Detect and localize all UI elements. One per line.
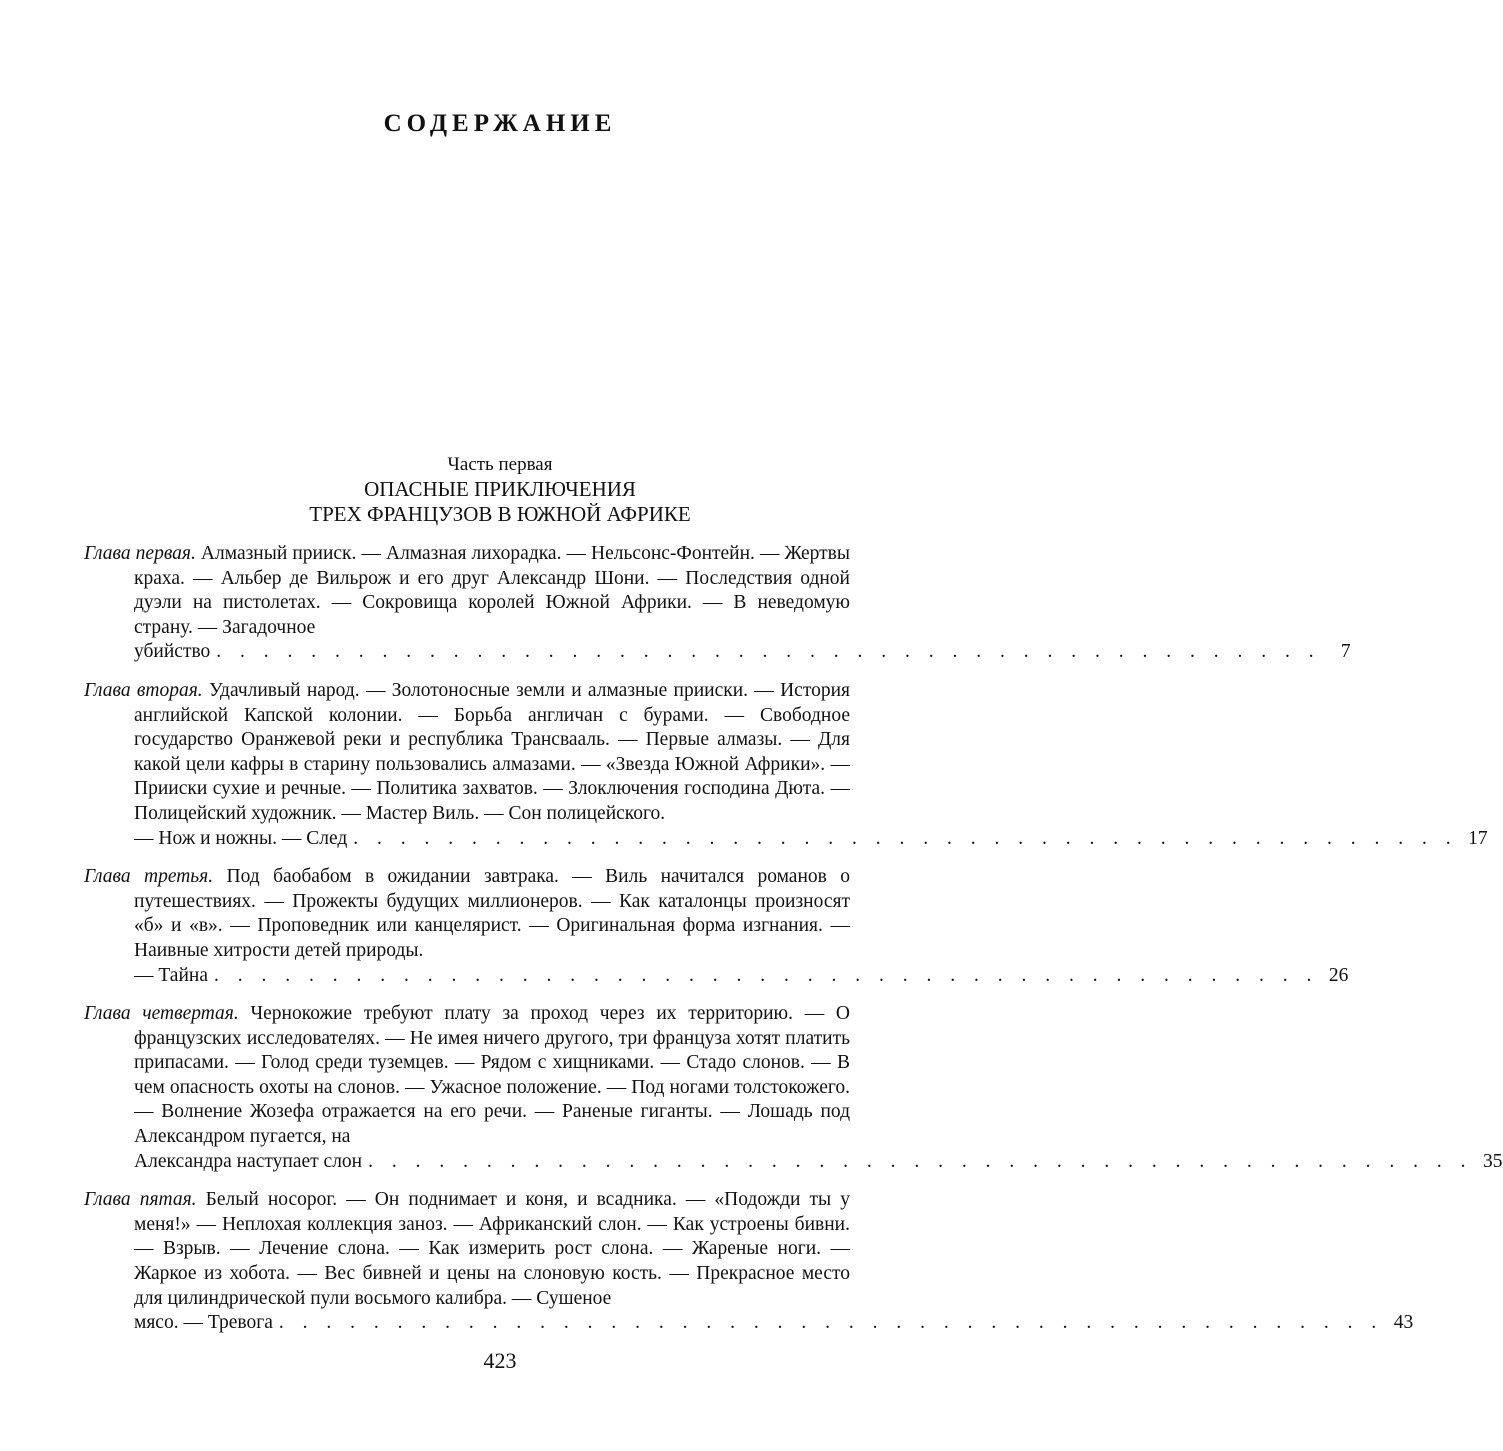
- chapter-last-line: [84, 640, 1351, 665]
- chapter-summary-end: — Нож и ножны. — След: [134, 827, 348, 849]
- table-of-contents: [84, 542, 1503, 1350]
- chapter-text: [84, 542, 880, 640]
- chapter-text: [84, 865, 880, 963]
- chapter-label: Глава первая.: [84, 543, 196, 564]
- chapter-summary: Удачливый народ. — Золотоносные земли и алмазные прииски. — История английской Капской колонии. — Борьба англичан с бурами. — Свободное государство Оранжевой реки и республика Трансвааль. — Первые алмазы. — Для какой цели кафры в старину пользовались алмазами. — «Звезда Южной Африки». — Прииски сухие и речные. — Политика захватов. — Злоключения господина Дюта. — Полицейский художник. — Мастер Виль. — Сон полицейского.: [134, 679, 850, 824]
- chapter-summary-end: убийство: [134, 641, 211, 663]
- dot-leader: . . . . . . . . . . . . . . . . . . . . . . . . . . . . . . . . . . . . . . . . . . . . . . .: [213, 964, 1319, 986]
- chapter-page-number: 26: [1328, 964, 1349, 986]
- chapter-label: Глава четвертая.: [84, 1003, 239, 1025]
- dot-leader: . . . . . . . . . . . . . . . . . . . . . . . . . . . . . . . . . . . . . . . . . . . . . . .: [368, 1150, 1473, 1172]
- part-label: Часть первая: [447, 454, 553, 475]
- dot-leader: . . . . . . . . . . . . . . . . . . . . . . . . . . . . . . . . . . . . . . . . . . . . . . .: [278, 1312, 1384, 1334]
- part-heading-line1: ОПАСНЫЕ ПРИКЛЮЧЕНИЯ: [364, 477, 636, 501]
- dot-leader: . . . . . . . . . . . . . . . . . . . . . . . . . . . . . . . . . . . . . . . . . . . . . . .: [353, 827, 1458, 849]
- toc-entry: [84, 542, 1351, 665]
- chapter-summary: Алмазный прииск. — Алмазная лихорадка. — Нельсонс-Фонтейн. — Жертвы краха. — Альбер де Вильрож и его друг Александр Шони. — Последствия одной дуэли на пистолетах. — Сокровища королей Южной Африки. — В неведомую страну. — Загадочное: [134, 543, 850, 638]
- chapter-page-number: 35: [1483, 1150, 1503, 1172]
- chapter-summary: Под баобабом в ожидании завтрака. — Виль начитался романов о путешествиях. — Прожекты будущих миллионеров. — Как каталонцы произносят «б» и «в». — Проповедник или канцелярист. — Оригинальная форма изгнания. — Наивные хитрости детей природы.: [134, 866, 850, 961]
- chapter-summary-end: — Тайна: [134, 964, 208, 986]
- chapter-page-number: 7: [1340, 641, 1351, 663]
- chapter-text: [84, 1188, 880, 1311]
- chapter-label: Глава третья.: [84, 866, 214, 888]
- chapter-page-number: 17: [1468, 827, 1488, 849]
- chapter-summary: Белый носорог. — Он поднимает и коня, и всадника. — «Подожди ты у меня!» — Неплохая коллекция заноз. — Африканский слон. — Как устроены бивни. — Взрыв. — Лечение слона. — Как измерить рост слона. — Жареные ноги. — Жаркое из хобота. — Вес бивней и цены на слоновую кость. — Прекрасное место для цилиндрической пули восьмого калибра. — Сушеное: [134, 1189, 851, 1309]
- part-heading-line2: ТРЕХ ФРАНЦУЗОВ В ЮЖНОЙ АФРИКЕ: [309, 502, 691, 526]
- chapter-summary-end: Александра наступает слон: [134, 1150, 363, 1172]
- page-title: СОДЕРЖАНИЕ: [383, 110, 617, 137]
- chapter-label: Глава пятая.: [84, 1189, 197, 1211]
- chapter-last-line: [84, 964, 1349, 989]
- chapter-last-line: [84, 1150, 1503, 1175]
- chapter-summary: Чернокожие требуют плату за проход через их территорию. — О французских исследователях. — Не имея ничего другого, три француза хотят платить припасами. — Голод среди туземцев. — Рядом с хищниками. — Стадо слонов. — В чем опасность охоты на слонов. — Ужасное положение. — Под ногами толстокожего. — Волнение Жозефа отражается на его речи. — Раненые гиганты. — Лошадь под Александром пугается, на: [134, 1003, 850, 1148]
- chapter-summary-end: мясо. — Тревога: [134, 1312, 273, 1334]
- chapter-label: Глава вторая.: [84, 679, 203, 701]
- toc-entry: [84, 1188, 1414, 1336]
- chapter-page-number: 43: [1393, 1312, 1414, 1334]
- part-header: [0, 452, 1000, 527]
- chapter-text: [84, 679, 880, 827]
- chapter-last-line: [84, 827, 1488, 852]
- page-number: 423: [483, 1348, 517, 1373]
- chapter-text: [84, 1002, 880, 1150]
- toc-entry: [84, 679, 1488, 851]
- toc-entry: [84, 1002, 1503, 1174]
- toc-entry: [84, 865, 1349, 988]
- chapter-last-line: [84, 1311, 1414, 1336]
- dot-leader: . . . . . . . . . . . . . . . . . . . . . . . . . . . . . . . . . . . . . . . . . . . . . . .: [216, 641, 1321, 663]
